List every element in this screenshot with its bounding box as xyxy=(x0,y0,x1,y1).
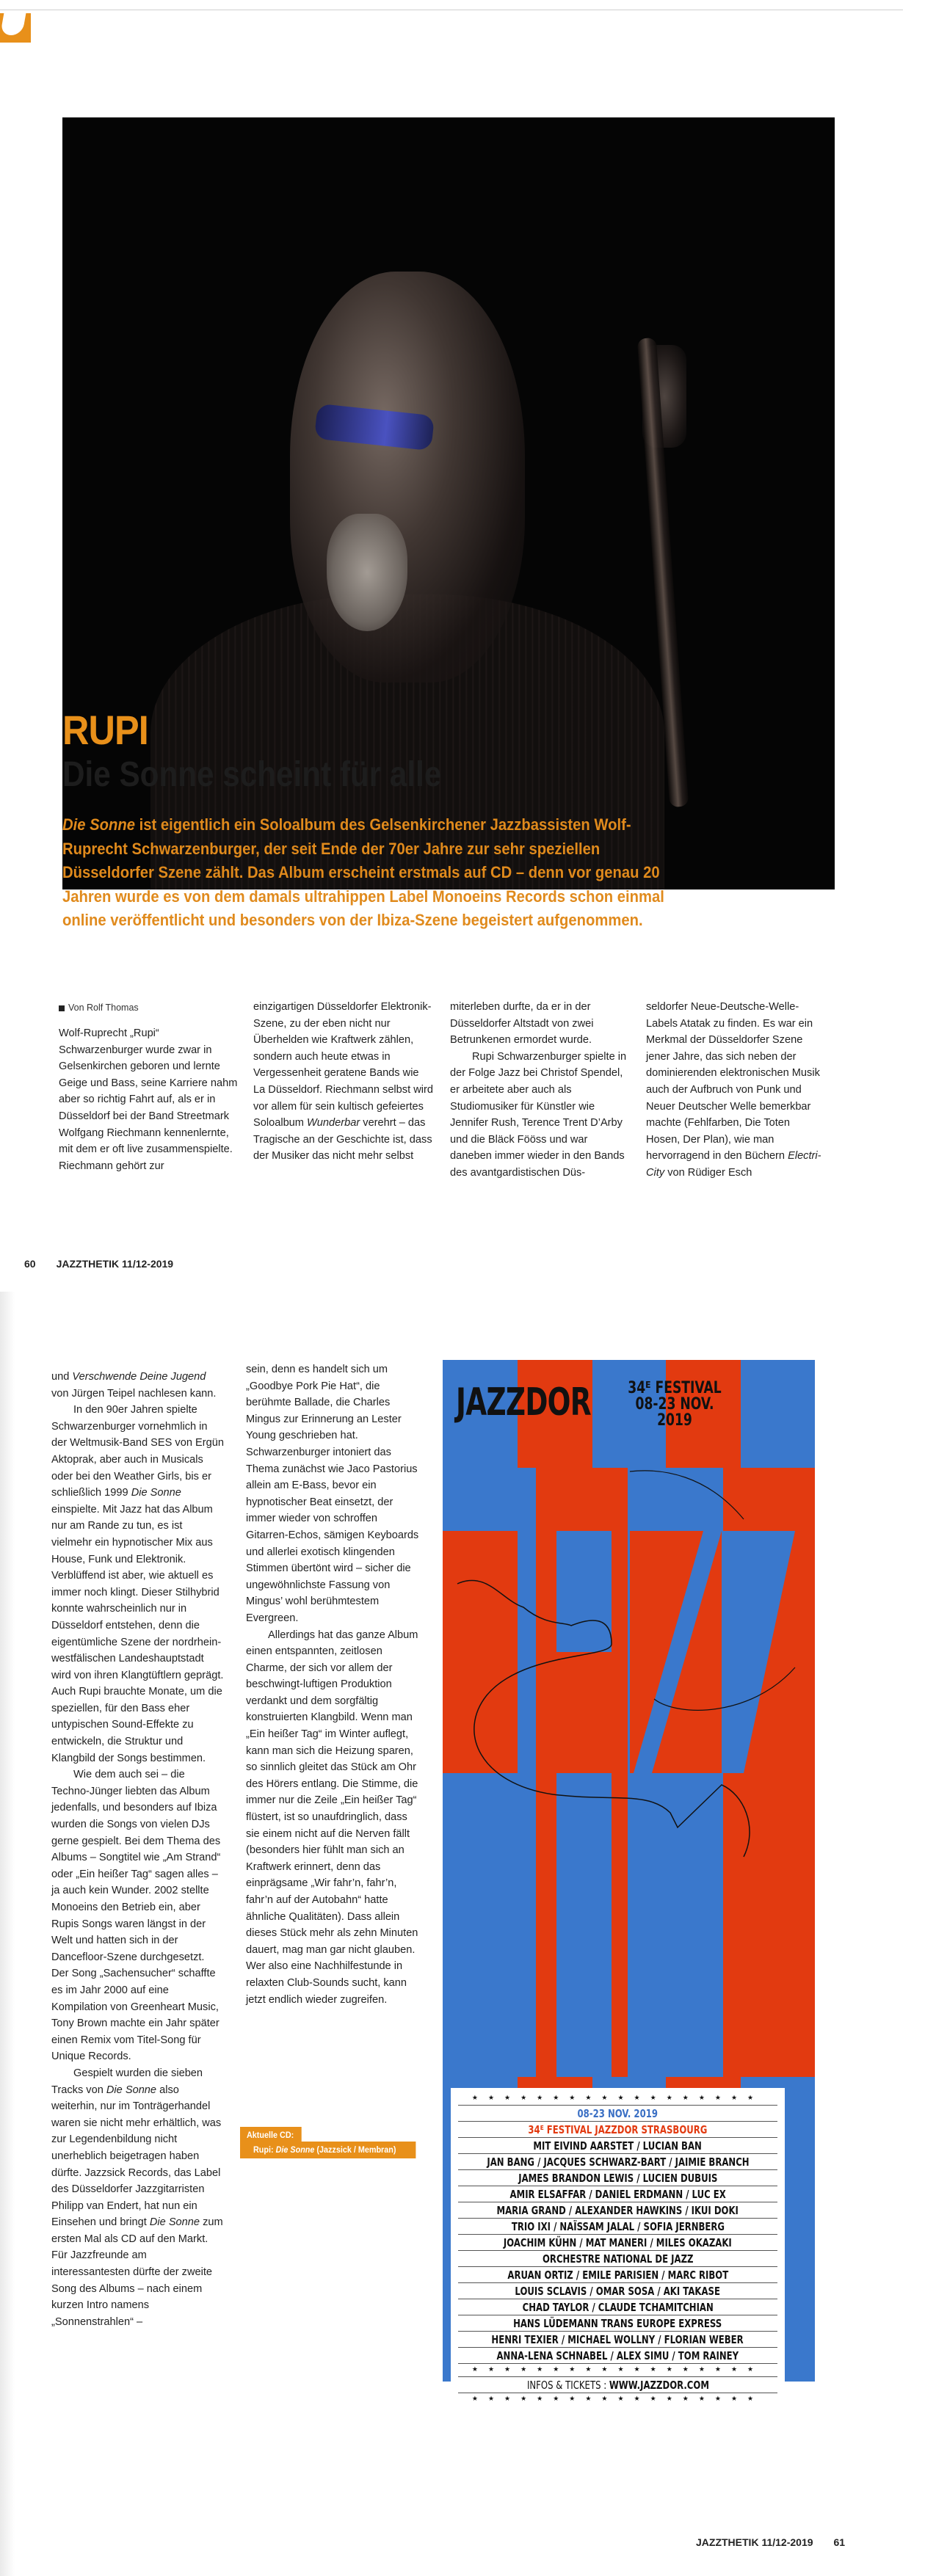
panel-row xyxy=(458,2315,777,2332)
text-run: Gespielt wurden die sieben Tracks von xyxy=(51,2067,203,2096)
text-run: und xyxy=(51,1371,73,1383)
panel-dates: 08-23 NOV. 2019 xyxy=(577,2106,659,2120)
artist-line: HENRI TEXIER / MICHAEL WOLLNY / FLORIAN WEBER xyxy=(491,2332,744,2346)
ad-festival-edition: 34ᴱ FESTIVAL xyxy=(628,1379,722,1397)
text-run: einzigartigen Düsseldorfer Elektronik-Szene, zu der eben nicht nur Überhelden wie Kraftwerk zählen, sondern auch heute etwas in Vergessenheit geratene Bands wie La Düsseldorf. Riechmann selbst wird vor allem für sein kultisch gefeiertes Soloalbum xyxy=(253,1001,433,1129)
panel-title: 34ᴱ FESTIVAL JAZZDOR STRASBOURG xyxy=(528,2122,708,2136)
info-label: INFOS & TICKETS : xyxy=(526,2378,609,2392)
ad-brand-logo: JAZZDOR xyxy=(456,1380,591,1425)
book-title: Verschwende Deine Jugend xyxy=(72,1371,206,1383)
artist-line: AMIR ELSAFFAR / DANIEL ERDMANN / LUC EX xyxy=(509,2187,726,2201)
text-run: verehrt – das Tragische an der Geschichte ist, dass der Musiker das nicht mehr selbst xyxy=(253,1117,432,1163)
panel-row xyxy=(458,2106,777,2122)
stars-divider: ★★★★★★★★★★★★★★★★★★ xyxy=(471,2395,764,2403)
ad-info-line xyxy=(526,2378,708,2393)
text-run: In den 90er Jahren spielte Schwarzenburger vornehmlich in der Weltmusik-Band SES von Ergün Aktoprak, aber auch in Musicals oder bei den Weather Girls, bis er schließlich 1999 xyxy=(51,1404,224,1499)
ad-jazz-lettering-art xyxy=(443,1468,815,2077)
art-letter-a-gap xyxy=(556,1773,612,2077)
text-run: also weiterhin, nur im Tonträgerhandel waren sie nicht mehr erhältlich, was zur Legendenbildung nicht unerheblich beigetragen haben dürfte. Jazzsick Records, das Label des Düsseldorfer Jazzgitarristen Philipp van Endert, hat nun ein Einsehen und bringt xyxy=(51,2084,222,2229)
cd-title: Die Sonne xyxy=(275,2144,315,2155)
art-block xyxy=(723,1468,815,1531)
lead-text: ist eigentlich ein Soloalbum des Gelsenkirchener Jazzbassisten Wolf-Ruprecht Schwarzenburger, der seit Ende der 70er Jahre zur sehr speziellen Düsseldorfer Szene zählt. Das Album erscheint erstmals auf CD – denn vor genau 20 Jahren wurde es von dem damals ultrahippen Label Monoeins Records schon einmal online veröffentlicht und besonders von der Ibiza-Szene begeistert aufgenommen. xyxy=(62,815,664,929)
ad-festival-header xyxy=(623,1380,726,1429)
paragraph: Wolf-Ruprecht „Rupi“ Schwarzenburger wurde zwar in Gelsenkirchen geboren und lernte Geige und Bass, seine Karriere nahm aber so richtig Fahrt auf, als er in Düsseldorf bei der Band Streetmark Wolfgang Riechmann kennenlernte, mit dem er oft live zusammenspielte. Riechmann gehört zur xyxy=(59,1027,238,1172)
paragraph: Rupi Schwarzenburger spielte in der Folge Jazz bei Christof Spendel, er arbeitete aber auch als Studiomusiker für Künstler wie Jennifer Rush, Terence Trent D’Arby und die Bläck Fööss und war daneben immer wieder in den Bands des avantgardistischen Düs- xyxy=(450,1050,627,1179)
stars-divider: ★★★★★★★★★★★★★★★★★★ xyxy=(458,2092,777,2106)
folio-right xyxy=(696,2536,845,2548)
artist-line: ANNA-LENA SCHNABEL / ALEX SIMU / TOM RAINEY xyxy=(496,2348,739,2362)
panel-row xyxy=(458,2154,777,2170)
text-run: seldorfer Neue-Deutsche-Welle-Labels Atatak zu finden. Es war ein Merkmal der Düsseldorfer Szene jener Jahre, das sich neben der dominierenden elektronischen Musik auch der Aufbruch von Punk und Neuer Deutscher Welle bemerkbar machte (Fehlfarben, Die Toten Hosen, Der Plan), wie man hervorragend in den Büchern xyxy=(646,1001,820,1163)
page-gutter-shadow xyxy=(0,1292,15,2576)
byline-author: Von Rolf Thomas xyxy=(68,1003,139,1013)
byline-square-icon xyxy=(59,1005,65,1011)
artist-line: CHAD TAYLOR / CLAUDE TCHAMITCHIAN xyxy=(522,2300,714,2314)
album-title: Wunderbar xyxy=(307,1117,360,1129)
artist-line: ARUAN ORTIZ / EMILE PARISIEN / MARC RIBOT xyxy=(507,2268,728,2282)
art-letter-j-stem xyxy=(461,1651,518,1773)
artist-line: MIT EIVIND AARSTET / LUCIAN BAN xyxy=(533,2139,703,2153)
cd-label-info: (Jazzsick / Membran) xyxy=(314,2144,396,2155)
panel-row xyxy=(458,2122,777,2138)
paragraph xyxy=(51,1402,224,1767)
body-column-4 xyxy=(646,999,826,1182)
paragraph: miterleben durfte, da er in der Düsseldorfer Altstadt von zwei Betrunkenen ermordet wurde. xyxy=(450,1001,594,1047)
artist-line: HANS LÜDEMANN TRANS EUROPE EXPRESS xyxy=(513,2316,722,2330)
info-url-link[interactable]: WWW.JAZZDOR.COM xyxy=(609,2378,709,2392)
panel-row xyxy=(458,2299,777,2315)
text-run: einspielte. Mit Jazz hat das Album nur am Rande zu tun, es ist vielmehr ein hypnotischer Mix aus House, Funk und Elektronik. Verblüffend ist aber, wie aktuell es immer noch klingt. Dieser Stilhybrid konnte wahrscheinlich nur in Düsseldorf entstehen, denn die eigentümliche Szene der nordrhein-westfälischen Landeshauptstadt wird von ihren Klangtüftlern geprägt. Auch Rupi brauchte Monate, um die speziellen, für den Bass eher untypischen Sound-Effekte zu entwickeln, die Struktur und Klangbild der Songs bestimmen. xyxy=(51,1503,224,1764)
lead-album-title: Die Sonne xyxy=(62,815,135,834)
folio-left xyxy=(24,1258,173,1270)
panel-row xyxy=(458,2235,777,2251)
panel-row xyxy=(458,2170,777,2186)
panel-row xyxy=(458,2186,777,2202)
cd-box-label: Aktuelle CD: xyxy=(240,2127,302,2142)
album-title: Die Sonne xyxy=(106,2084,157,2096)
paragraph: sein, denn es handelt sich um „Goodbye Pork Pie Hat“, die berühmte Ballade, die Charles Mingus zur Erinnerung an Lester Young geschrieben hat. Schwarzenburger intoniert das Thema zunächst wie Jaco Pastorius allein am E-Bass, bevor ein hypnotischer Beat einsetzt, der immer wieder von schroffen Gitarren-Echos, sämigen Keyboards und allerlei exotisch klingenden Stimmen übertönt wird – sicher die ungewöhnlichste Fassung von Mingus’ wohl berühmtestem Evergreen. xyxy=(246,1364,419,1624)
album-title: Die Sonne xyxy=(149,2216,200,2229)
photo-face xyxy=(290,272,525,683)
panel-row xyxy=(458,2283,777,2299)
ad-lineup-panel xyxy=(451,2088,785,2409)
magazine-logo-mark-icon xyxy=(0,13,31,43)
ad-festival-dates: 08-23 NOV. 2019 xyxy=(635,1395,714,1430)
art-block xyxy=(630,1468,722,1531)
panel-row xyxy=(458,2138,777,2154)
body-column-1 xyxy=(59,1025,239,1174)
paragraph: Allerdings hat das ganze Album einen entspannten, zeitlosen Charme, der sich vor allem der beschwingt-luftigen Produktion verdankt und dem sorgfältig konstruierten Klangbild. Wenn man „Ein heißer Tag“ im Winter auflegt, kann man sich die Heizung sparen, so sinnlich gleitet das Stück am Ohr des Hörers entlang. Die Stimme, die immer nur die Zeile „Ein heißer Tag“ flüstert, ist so unaufdringlich, dass sie einem nicht auf die Nerven fällt (besonders hier fühlt man sich an Kraftwerk erinnert, denn das einprägsame „Wir fahr’n, fahr’n, fahr’n auf der Autobahn“ hatte ähnliche Qualitäten). Dass allein dieses Stück mehr als zehn Minuten dauert, mag man gar nicht glauben. Wer also eine Nachhilfestunde in relaxten Club-Sounds sucht, kann jetzt endlich wieder zugreifen. xyxy=(246,1629,418,2006)
body-column-3 xyxy=(450,999,630,1182)
panel-row xyxy=(458,2267,777,2283)
article-lead xyxy=(62,813,670,933)
paragraph xyxy=(51,2065,224,2331)
text-run: von Rüdiger Esch xyxy=(664,1166,752,1179)
panel-row xyxy=(458,2332,777,2348)
artist-line: MARIA GRAND / ALEXANDER HAWKINS / IKUI DOKI xyxy=(496,2203,739,2217)
photo-beard xyxy=(327,514,407,631)
magazine-issue: JAZZTHETIK 11/12-2019 xyxy=(696,2536,813,2548)
panel-row xyxy=(458,2377,777,2393)
body-column-2 xyxy=(253,999,433,1165)
text-run: zum ersten Mal als CD auf den Markt. Für Jazzfreunde am interessantesten dürfte der zweite Song des Albums – nach einem kurzen Intro namens „Sonnenstrahlen“ – xyxy=(51,2216,223,2328)
book-title: Electri-City xyxy=(646,1150,821,1179)
art-block xyxy=(723,1773,815,2077)
artist-line: JOACHIM KÜHN / MAT MANERI / MILES OKAZAKI xyxy=(504,2235,732,2249)
artist-line: LOUIS SCLAVIS / OMAR SOSA / AKI TAKASE xyxy=(515,2284,721,2298)
artist-line: JAMES BRANDON LEWIS / LUCIEN DUBUIS xyxy=(518,2171,718,2185)
current-cd-box xyxy=(240,2127,435,2158)
paragraph: Wie dem auch sei – die Techno-Jünger liebten das Album jedenfalls, und besonders auf Ibiza wurden die Songs von vielen DJs gerne gespielt. Bei dem Thema des Albums – Songtitel wie „Am Strand“ oder „Ein heißer Tag“ sagen alles – ja auch kein Wunder. 2002 stellte Monoeins den Betrieb ein, aber Rupis Songs waren längst in der Welt und hatten sich in der Dancefloor-Szene durchgesetzt. Der Song „Sachensucher“ schaffte es im Jahr 2000 auf eine Kompilation von Greenheart Music, Tony Brown machte ein Jahr später einen Remix vom Titel-Song für Unique Records. xyxy=(51,1769,221,2063)
panel-row xyxy=(458,2251,777,2267)
panel-row xyxy=(458,2348,777,2364)
art-letter-a-hole xyxy=(556,1531,612,1652)
paragraph xyxy=(646,999,826,1182)
magazine-issue: JAZZTHETIK 11/12-2019 xyxy=(56,1258,174,1270)
panel-row xyxy=(458,2202,777,2219)
artist-line: JAN BANG / JACQUES SCHWARZ-BART / JAIMIE BRANCH xyxy=(486,2155,750,2169)
cd-box-title xyxy=(240,2142,416,2158)
body-column-6 xyxy=(246,1361,422,2008)
artist-line: TRIO IXI / NAÏSSAM JALAL / SOFIA JERNBERG xyxy=(511,2219,725,2233)
album-title: Die Sonne xyxy=(131,1487,181,1499)
panel-row xyxy=(458,2219,777,2235)
text-run: von Jürgen Teipel nachlesen kann. xyxy=(51,1387,217,1400)
jazzdor-advertisement xyxy=(443,1360,815,2403)
byline xyxy=(59,1003,139,1013)
paragraph xyxy=(253,999,433,1165)
cd-artist: Rupi: xyxy=(253,2144,276,2155)
page-number: 60 xyxy=(24,1258,36,1270)
article-kicker: RUPI xyxy=(62,707,148,753)
article-headline: Die Sonne scheint für alle xyxy=(62,755,442,794)
artist-line: ORCHESTRE NATIONAL DE JAZZ xyxy=(542,2252,694,2266)
page-number: 61 xyxy=(833,2536,846,2548)
body-column-5 xyxy=(51,1369,224,2330)
paragraph xyxy=(51,1369,224,1402)
stars-divider: ★★★★★★★★★★★★★★★★★★ xyxy=(458,2364,777,2377)
